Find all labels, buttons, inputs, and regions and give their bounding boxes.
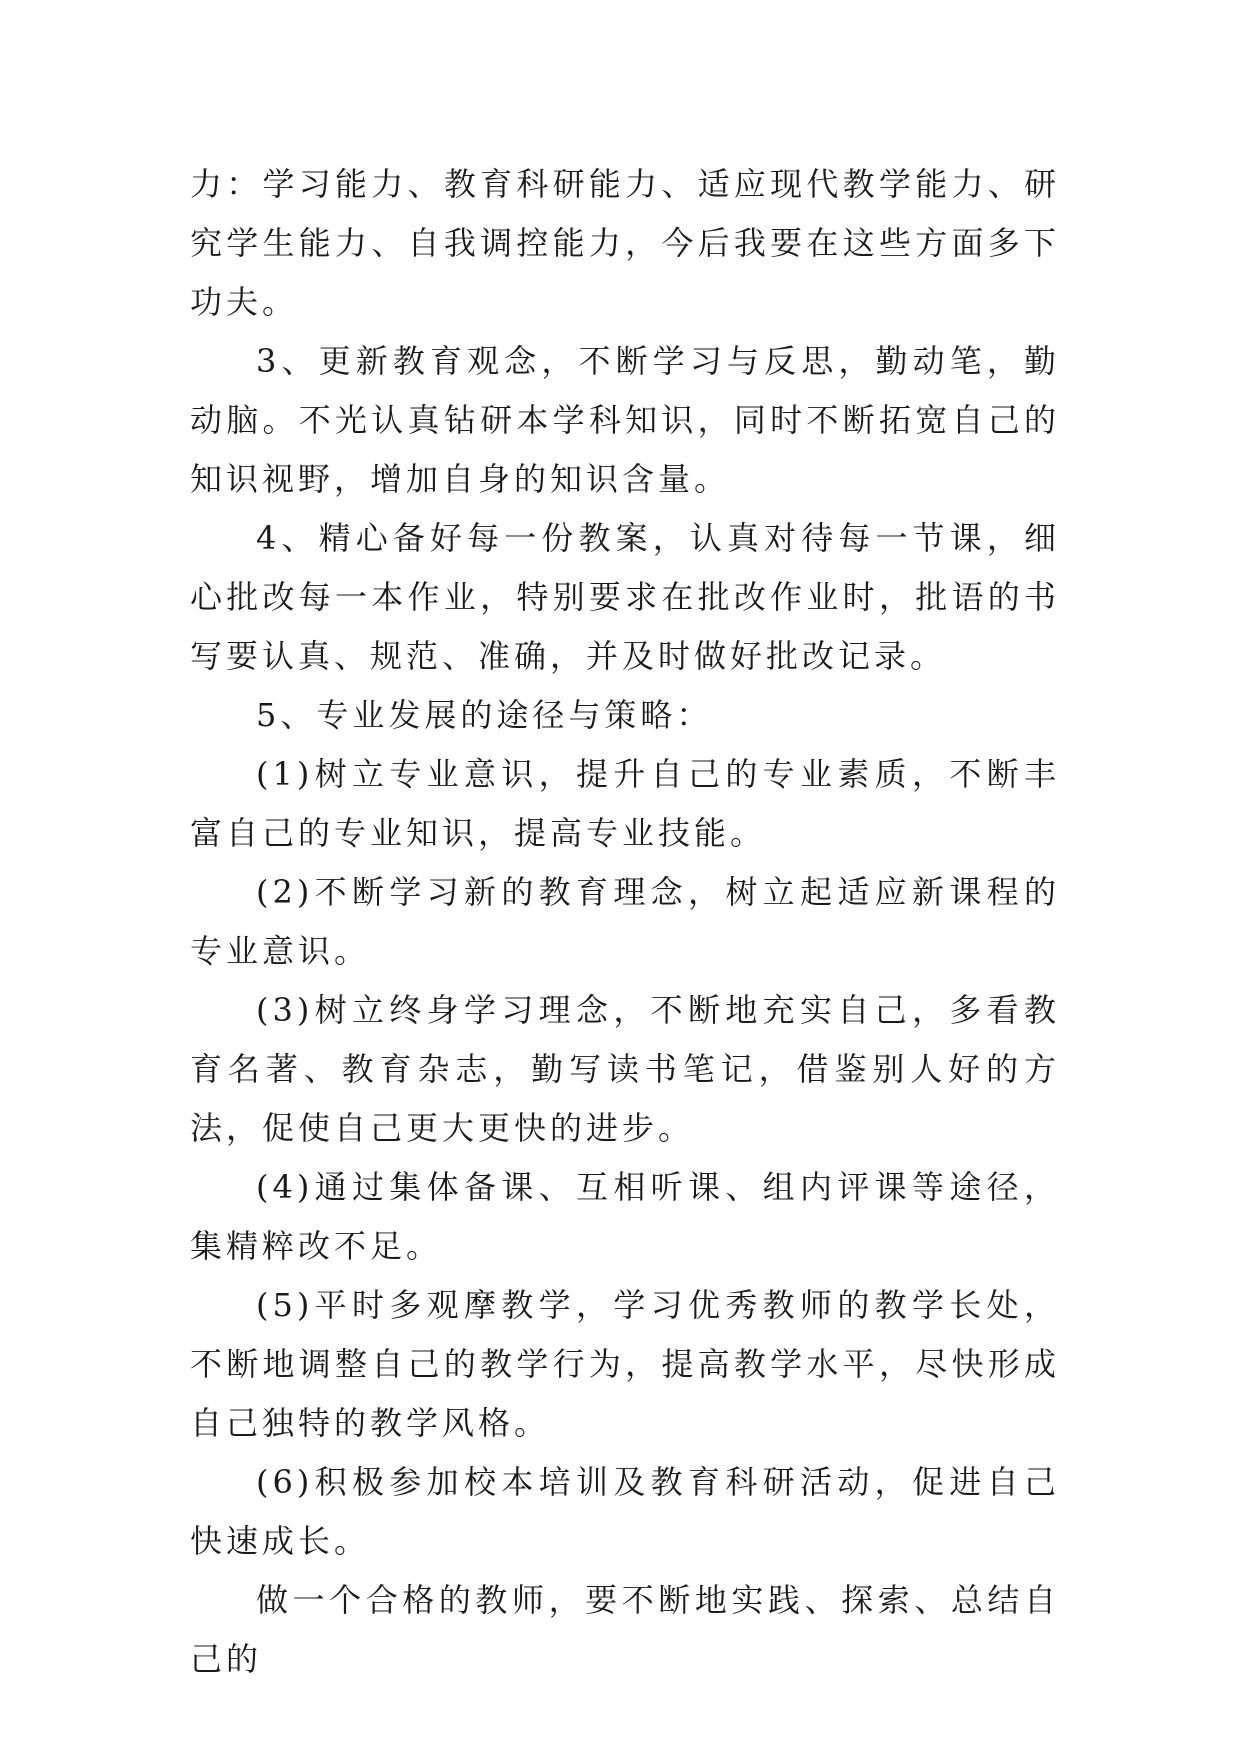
paragraph-subitem-4: (4)通过集体备课、互相听课、组内评课等途径，集精粹改不足。 xyxy=(190,1168,1060,1265)
paragraph-subitem-3: (3)树立终身学习理念，不断地充实自己，多看教育名著、教育杂志，勤写读书笔记，借鉴别人好的方法，促使自己更大更快的进步。 xyxy=(190,991,1060,1147)
paragraph-continuation: 力：学习能力、教育科研能力、适应现代教学能力、研究学生能力、自我调控能力，今后我要在这些方面多下功夫。 xyxy=(190,165,1060,321)
paragraph-closing: 做一个合格的教师，要不断地实践、探索、总结自己的 xyxy=(190,1581,1060,1678)
paragraph-subitem-2: (2)不断学习新的教育理念，树立起适应新课程的专业意识。 xyxy=(190,873,1060,970)
paragraph-subitem-1: (1)树立专业意识，提升自己的专业素质，不断丰富自己的专业知识，提高专业技能。 xyxy=(190,755,1060,852)
paragraph-subitem-6: (6)积极参加校本培训及教育科研活动，促进自己快速成长。 xyxy=(190,1463,1060,1560)
document-body xyxy=(190,155,1060,1689)
paragraph-subitem-5: (5)平时多观摩教学，学习优秀教师的教学长处，不断地调整自己的教学行为，提高教学水平，尽快形成自己独特的教学风格。 xyxy=(190,1286,1060,1442)
paragraph-item-3: 3、更新教育观念，不断学习与反思，勤动笔，勤动脑。不光认真钻研本学科知识，同时不断拓宽自己的知识视野，增加自身的知识含量。 xyxy=(190,342,1060,498)
paragraph-item-4: 4、精心备好每一份教案，认真对待每一节课，细心批改每一本作业，特别要求在批改作业时，批语的书写要认真、规范、准确，并及时做好批改记录。 xyxy=(190,519,1060,675)
paragraph-item-5-heading: 5、专业发展的途径与策略： xyxy=(256,696,713,734)
